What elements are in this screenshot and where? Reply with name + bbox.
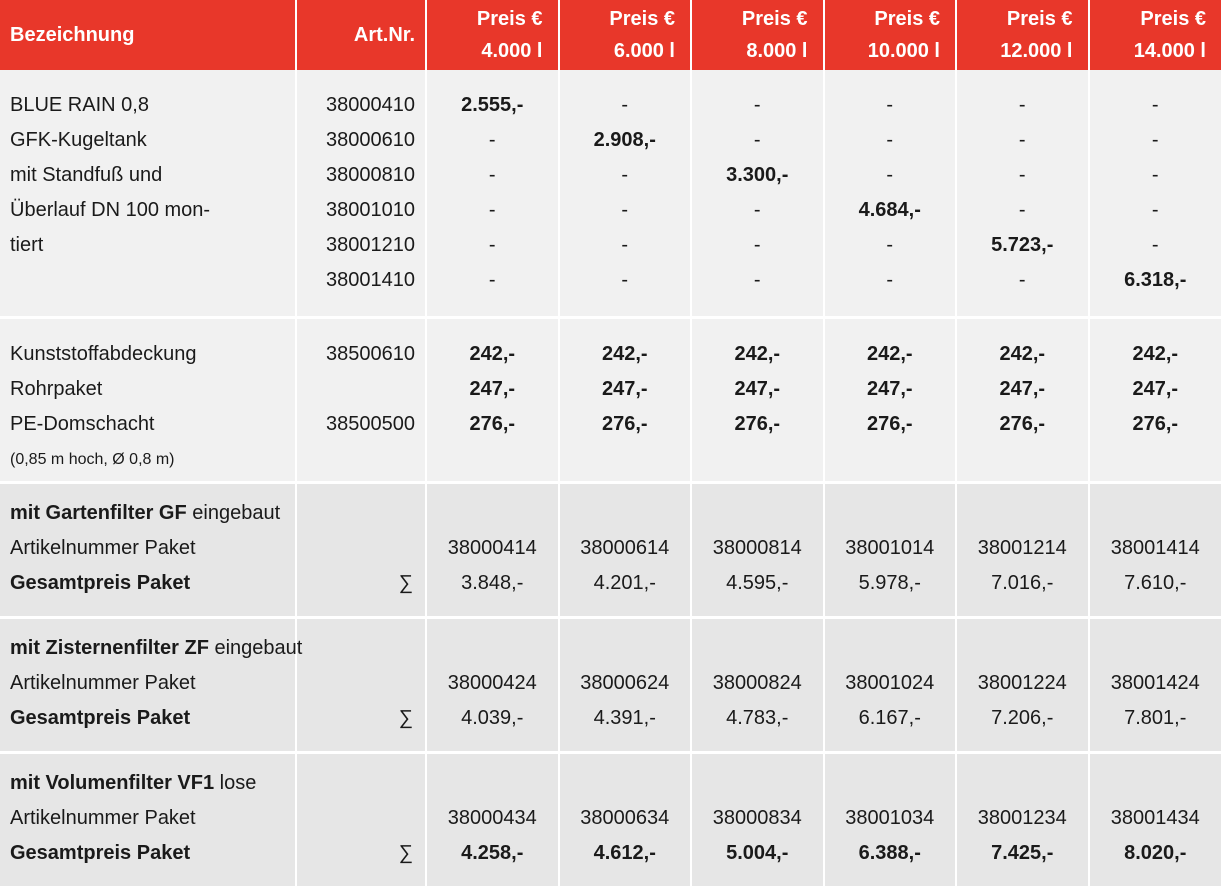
description-line: BLUE RAIN 0,8	[10, 88, 295, 123]
header-volume: 12.000 l	[957, 35, 1073, 67]
package-cell	[956, 753, 1089, 886]
price-cell: -	[957, 263, 1088, 298]
tank-art-numbers	[296, 70, 426, 318]
package-cell	[956, 618, 1089, 753]
price-cell: 2.908,-	[560, 123, 691, 158]
table-row	[0, 70, 1221, 318]
package-art-number: 38000814	[692, 531, 823, 566]
package-art-number: 38001224	[957, 666, 1088, 701]
price-cell: -	[692, 263, 823, 298]
art-number: 38001210	[297, 228, 415, 263]
header-volume: 8.000 l	[692, 35, 808, 67]
accessory-item: Rohrpaket	[10, 372, 295, 407]
art-number: 38000410	[297, 88, 415, 123]
package-total: 7.610,-	[1090, 566, 1221, 601]
art-number: 38500610	[297, 337, 415, 372]
header-price-4000	[426, 0, 559, 70]
art-number: 38001410	[297, 263, 415, 298]
package-title-rest: eingebaut	[187, 502, 280, 524]
price-cell: 4.684,-	[825, 193, 956, 228]
price-cell: 242,-	[427, 337, 558, 372]
price-cell: -	[427, 228, 558, 263]
art-number: 38001010	[297, 193, 415, 228]
price-cell: 247,-	[692, 372, 823, 407]
accessories-section	[0, 318, 1221, 483]
description-line: mit Standfuß und	[10, 158, 295, 193]
price-cell: -	[1090, 88, 1221, 123]
package-art-label: Artikelnummer Paket	[10, 666, 295, 701]
price-cell: -	[957, 193, 1088, 228]
package-cell	[559, 753, 692, 886]
price-cell: 247,-	[560, 372, 691, 407]
price-cell: -	[692, 123, 823, 158]
description-line: Überlauf DN 100 mon-	[10, 193, 295, 228]
package-art-number: 38001024	[825, 666, 956, 701]
package-total-label: Gesamtpreis Paket	[10, 836, 295, 871]
header-artnr: Art.Nr.	[296, 0, 426, 70]
price-cell: -	[427, 123, 558, 158]
price-cell: -	[957, 158, 1088, 193]
table-row	[0, 753, 1221, 886]
price-cell: 242,-	[692, 337, 823, 372]
price-cell: 276,-	[825, 407, 956, 442]
header-price-label: Preis €	[825, 3, 941, 35]
price-cell: 276,-	[1090, 407, 1221, 442]
package-cell	[1089, 753, 1221, 886]
package-title-bold: mit Zisternenfilter ZF	[10, 637, 209, 659]
sum-cell	[296, 753, 426, 886]
package-art-number: 38000824	[692, 666, 823, 701]
package-total: 7.016,-	[957, 566, 1088, 601]
price-cell: 276,-	[560, 407, 691, 442]
tank-prices-8000	[691, 70, 824, 318]
package-art-number: 38000624	[560, 666, 691, 701]
accessory-prices-6000	[559, 318, 692, 483]
package-art-number: 38000424	[427, 666, 558, 701]
package-total: 6.167,-	[825, 701, 956, 736]
package-total: 6.388,-	[825, 836, 956, 871]
price-cell: -	[560, 88, 691, 123]
package-art-number: 38000834	[692, 801, 823, 836]
price-cell: -	[560, 263, 691, 298]
package-cell	[691, 618, 824, 753]
table-row	[0, 318, 1221, 483]
price-cell: 5.723,-	[957, 228, 1088, 263]
price-cell: -	[427, 158, 558, 193]
package-art-number: 38001234	[957, 801, 1088, 836]
price-cell: -	[825, 88, 956, 123]
price-cell: -	[560, 228, 691, 263]
price-cell: 2.555,-	[427, 88, 558, 123]
package-total: 7.206,-	[957, 701, 1088, 736]
price-cell: 247,-	[825, 372, 956, 407]
price-cell: 242,-	[1090, 337, 1221, 372]
accessory-prices-8000	[691, 318, 824, 483]
price-cell: -	[957, 88, 1088, 123]
package-art-number: 38001014	[825, 531, 956, 566]
price-cell: -	[1090, 158, 1221, 193]
package-cell	[824, 753, 957, 886]
package-cell	[559, 483, 692, 618]
price-cell: -	[692, 193, 823, 228]
package-vf1	[0, 753, 1221, 886]
package-art-number: 38000614	[560, 531, 691, 566]
package-description	[0, 753, 296, 886]
package-title-rest: eingebaut	[209, 637, 302, 659]
tank-description	[0, 70, 296, 318]
package-title	[10, 631, 295, 666]
package-art-label: Artikelnummer Paket	[10, 531, 295, 566]
price-cell: 276,-	[957, 407, 1088, 442]
header-volume: 14.000 l	[1090, 35, 1207, 67]
package-total: 4.039,-	[427, 701, 558, 736]
price-cell: -	[427, 193, 558, 228]
package-total: 7.425,-	[957, 836, 1088, 871]
header-price-label: Preis €	[692, 3, 808, 35]
package-title	[10, 496, 295, 531]
price-cell: -	[825, 263, 956, 298]
accessory-prices-10000	[824, 318, 957, 483]
accessory-prices-4000	[426, 318, 559, 483]
package-art-number: 38000434	[427, 801, 558, 836]
package-total: 4.612,-	[560, 836, 691, 871]
price-cell: -	[1090, 193, 1221, 228]
tank-prices-6000	[559, 70, 692, 318]
sum-icon: ∑	[297, 566, 425, 601]
tank-prices-14000	[1089, 70, 1221, 318]
price-cell: -	[957, 123, 1088, 158]
package-cell	[691, 753, 824, 886]
table-row	[0, 483, 1221, 618]
tank-prices-10000	[824, 70, 957, 318]
art-number: 38000810	[297, 158, 415, 193]
price-cell: 6.318,-	[1090, 263, 1221, 298]
package-art-number: 38001434	[1090, 801, 1221, 836]
header-price-12000	[956, 0, 1089, 70]
header-volume: 10.000 l	[825, 35, 941, 67]
package-cell	[1089, 483, 1221, 618]
package-total: 8.020,-	[1090, 836, 1221, 871]
package-description	[0, 618, 296, 753]
header-price-label: Preis €	[427, 3, 543, 35]
price-cell: -	[692, 228, 823, 263]
price-cell: -	[692, 88, 823, 123]
package-art-number: 38001214	[957, 531, 1088, 566]
package-zf	[0, 618, 1221, 753]
price-cell: -	[1090, 228, 1221, 263]
package-total-label: Gesamtpreis Paket	[10, 566, 295, 601]
price-cell: 276,-	[427, 407, 558, 442]
package-art-number: 38000414	[427, 531, 558, 566]
header-price-8000	[691, 0, 824, 70]
package-total-label: Gesamtpreis Paket	[10, 701, 295, 736]
package-cell	[824, 618, 957, 753]
package-total: 3.848,-	[427, 566, 558, 601]
accessory-prices-12000	[956, 318, 1089, 483]
package-total: 4.258,-	[427, 836, 558, 871]
sum-icon: ∑	[297, 836, 425, 871]
package-cell	[1089, 618, 1221, 753]
price-cell: 276,-	[692, 407, 823, 442]
package-cell	[559, 618, 692, 753]
price-cell: -	[427, 263, 558, 298]
package-cell	[824, 483, 957, 618]
accessory-item: Kunststoffabdeckung	[10, 337, 295, 372]
header-price-label: Preis €	[1090, 3, 1207, 35]
package-total: 5.978,-	[825, 566, 956, 601]
price-cell: -	[825, 123, 956, 158]
package-description	[0, 483, 296, 618]
art-number	[297, 372, 415, 407]
sum-icon: ∑	[297, 701, 425, 736]
package-art-number: 38001414	[1090, 531, 1221, 566]
package-cell	[426, 753, 559, 886]
art-number: 38500500	[297, 407, 415, 442]
price-cell: -	[1090, 123, 1221, 158]
package-total: 4.201,-	[560, 566, 691, 601]
package-cell	[426, 483, 559, 618]
price-cell: 247,-	[427, 372, 558, 407]
package-title-bold: mit Gartenfilter GF	[10, 502, 187, 524]
package-cell	[426, 618, 559, 753]
header-volume: 4.000 l	[427, 35, 543, 67]
package-total: 4.595,-	[692, 566, 823, 601]
sum-cell	[296, 483, 426, 618]
description-line: GFK-Kugeltank	[10, 123, 295, 158]
price-cell: 247,-	[1090, 372, 1221, 407]
table-row	[0, 618, 1221, 753]
package-total: 7.801,-	[1090, 701, 1221, 736]
price-cell: 242,-	[825, 337, 956, 372]
package-title-bold: mit Volumenfilter VF1	[10, 772, 214, 794]
accessory-item: PE-Domschacht	[10, 407, 295, 442]
description-line: tiert	[10, 228, 295, 263]
price-cell: -	[825, 228, 956, 263]
header-price-14000	[1089, 0, 1221, 70]
tank-section	[0, 70, 1221, 318]
price-cell: 247,-	[957, 372, 1088, 407]
price-cell: 242,-	[957, 337, 1088, 372]
sum-cell	[296, 618, 426, 753]
accessories-description	[0, 318, 296, 483]
price-cell: 3.300,-	[692, 158, 823, 193]
package-art-label: Artikelnummer Paket	[10, 801, 295, 836]
package-art-number: 38001034	[825, 801, 956, 836]
accessory-prices-14000	[1089, 318, 1221, 483]
price-cell: -	[560, 193, 691, 228]
package-total: 4.391,-	[560, 701, 691, 736]
package-total: 4.783,-	[692, 701, 823, 736]
package-cell	[691, 483, 824, 618]
accessories-art-numbers	[296, 318, 426, 483]
header-price-6000	[559, 0, 692, 70]
package-title	[10, 766, 295, 801]
tank-prices-4000	[426, 70, 559, 318]
package-gf	[0, 483, 1221, 618]
header-row	[0, 0, 1221, 70]
package-cell	[956, 483, 1089, 618]
accessory-note: (0,85 m hoch, Ø 0,8 m)	[10, 442, 295, 477]
price-cell: -	[560, 158, 691, 193]
price-cell: -	[825, 158, 956, 193]
header-bezeichnung: Bezeichnung	[0, 0, 296, 70]
package-title-rest: lose	[214, 772, 256, 794]
header-volume: 6.000 l	[560, 35, 676, 67]
header-price-label: Preis €	[560, 3, 676, 35]
package-total: 5.004,-	[692, 836, 823, 871]
header-price-label: Preis €	[957, 3, 1073, 35]
package-art-number: 38001424	[1090, 666, 1221, 701]
package-art-number: 38000634	[560, 801, 691, 836]
art-number: 38000610	[297, 123, 415, 158]
price-cell: 242,-	[560, 337, 691, 372]
header-price-10000	[824, 0, 957, 70]
tank-prices-12000	[956, 70, 1089, 318]
